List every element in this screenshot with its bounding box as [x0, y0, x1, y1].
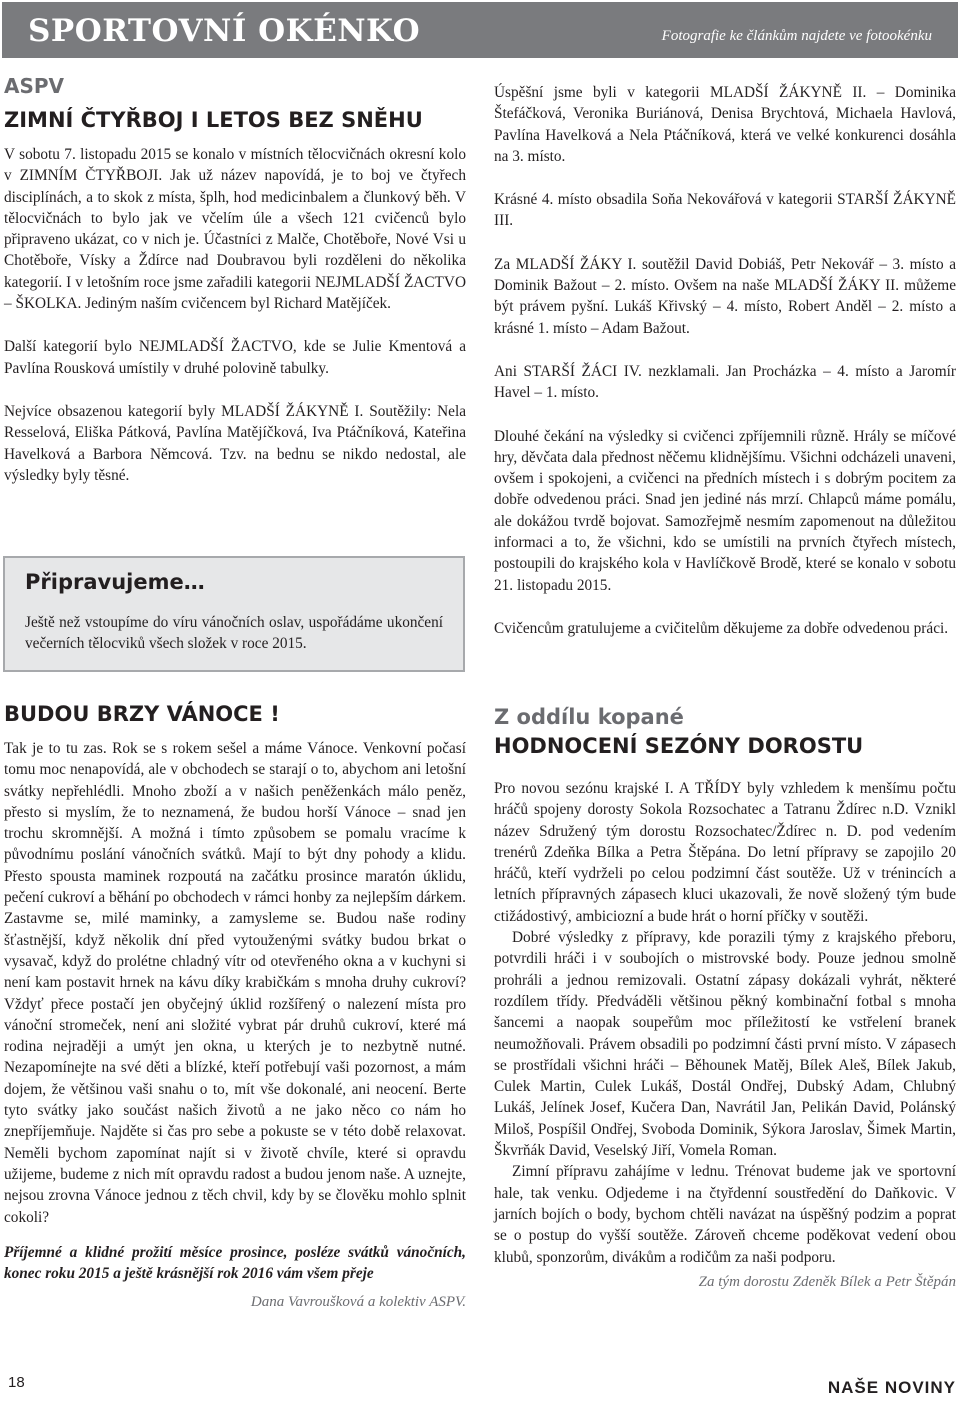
announcement-box [3, 556, 465, 672]
announcement-title: Připravujeme… [25, 570, 205, 594]
announcement-text: Ještě než vstoupíme do víru vánočních oslav, uspořádáme ukončení večerních tělocviků všech složek v roce 2015. [25, 614, 443, 653]
article-signature: Dana Vavroušková a kolektiv ASPV. [250, 1294, 466, 1311]
article-football [494, 702, 956, 1291]
article-paragraph: Další kategorií bylo NEJMLADŠÍ ŽACTVO, kde se Julie Kmentová a Pavlína Rousková umístily v druhé polovině tabulky. [4, 338, 466, 377]
article-christmas [4, 700, 466, 1311]
article-wish: Příjemné a klidné prožití měsíce prosince, posléze svátků vánočních, konec roku 2015 a ještě krásnější rok 2016 vám všem přeje [4, 1243, 466, 1283]
article-paragraph: Ani STARŠÍ ŽÁCI IV. nezklamali. Jan Procházka – 4. místo a Jaromír Havel – 1. místo. [494, 362, 956, 402]
article-paragraph: Nejvíce obsazenou kategorií byly MLADŠÍ ŽÁKYNĚ I. Soutěžily: Nela Resselová, Eliška Pátková, Pavlína Matějíčková, Iva Ptáčníková, Kateřina Havelková a Barbora Němcová. Tzv. na bednu se nikdo nedostal, ale výsledky byly těsné. [4, 402, 466, 484]
article-kicker: ASPV [4, 74, 65, 98]
article-aspv-right [494, 82, 956, 639]
article-paragraph: V sobotu 7. listopadu 2015 se konalo v místních tělocvičnách okresní kolo v ZIMNÍM ČTYŘBOJI. Jak už název napovídá, je to boj ve čtyřech disciplínách, a to skok z místa, šplh, hod medicinbalem a člunkový běh. V tělocvičnách to bylo jak ve včelím úle a všech 121 cvičenců bylo připraveno ukázat, co v nich je. Účastníci z Malče, Chotěboře, Nové Vsi u Chotěboře, Vísky a Ždírce nad Doubravou byli rozděleni do několika kategorií. I v letošním roce jsme zařadili kategorii NEJMLADŠÍ ŽACTVO – ŠKOLKA. Jediným naším cvičencem byl Richard Matějíček. [4, 146, 466, 313]
article-kicker: Z oddílu kopané [494, 705, 684, 729]
page-number: 18 [8, 1374, 25, 1391]
article-paragraph: Cvičencům gratulujeme a cvičitelům děkujeme za dobře odvedenou práci. [494, 619, 949, 637]
article-title: HODNOCENÍ SEZÓNY DOROSTU [494, 734, 864, 758]
article-paragraph: Za MLADŠÍ ŽÁKY I. soutěžil David Dobiáš, Petr Nekovář – 3. místo a Dominik Bažout – 2. místo. Ovšem na naše MLADŠÍ ŽÁKY II. můžeme být právem pyšní. Lukáš Křivský – 4. místo, Robert Anděl – 2. místo a krásné 1. místo – Adam Bažout. [494, 255, 956, 337]
photo-note: Fotografie ke článkům najdete ve fotookénku [661, 28, 932, 44]
article-paragraph: Krásné 4. místo obsadila Soňa Nekovářová v kategorii STARŠÍ ŽÁKYNĚ III. [494, 191, 956, 230]
article-paragraph: Dobré výsledky z přípravy, kde porazili týmy z krajského přeboru, potvrdili hráči i v soubojích o mistrovské body. Pouze jednou smolně prohráli a jednou remizovali. Ostatní zápasy dokázali vyhrát, některé rozdílem třídy. Předváděli většinou pěkný kombinační fotbal s mnoha šancemi a naopak soupeřům moc příležitostí ke vstřelení branek neumožňovali. Právem obsadili po podzimní části první místo. V zápasech se prostřídali všichni hráči – Běhounek Matěj, Bílek Aleš, Bílek Jakub, Culek Martin, Culek Lukáš, Dostál Ondřej, Dubský Adam, Chlubný Lukáš, Jelínek Josef, Kučera Dan, Navrátil Jan, Pelikán David, Polánský Miloš, Pospíšil Ondřej, Svoboda Dominik, Sýkora Jaroslav, Šimek Martin, Škvrňák David, Veselský Jiří, Vomela Roman. [494, 929, 956, 1160]
article-paragraph: Úspěšní jsme byli v kategorii MLADŠÍ ŽÁKYNĚ II. – Dominika Štefáčková, Veronika Buriánová, Denisa Brychtová, Michaela Havlová, Pavlína Havelková a Nela Ptáčníková, která ve velké konkurenci dosáhla na 3. místo. [494, 84, 956, 165]
article-aspv-left [4, 72, 466, 486]
article-paragraph: Pro novou sezónu krajské I. A TŘÍDY byly vzhledem k menšímu počtu hráčů spojeny dorosty Sokola Rozsochatec a Tatranu Ždírec n.D. Vznikl název Sdružený tým dorostu Rozsochatec/Ždírec n. D. pod vedením trenérů Zdeňka Bílka a Petra Štěpána. Do letní přípravy se zapojilo 20 hráčů, kteří vydrželi po celou podzimní část soutěže. Už v trénincích a letních přípravných zápasech kluci ukazovali, že nově složený tým bude ctižádostivý, ambiciozní a bude hrát o horní příčky v soutěži. [494, 780, 956, 925]
newspaper-logo: NAŠE NOVINY [827, 1378, 956, 1397]
article-paragraph: Dlouhé čekání na výsledky si cvičenci zpříjemnili různě. Hrály se míčové hry, děvčata dala přednost něčemu klidnějšímu. Všichni odcházeli unaveni, ovšem i spokojeni, a cvičenci na předních místech i s dobrým pocitem za dobře odvedenou práci. Snad jen jediné nás mrzí. Chlapců máme pomálu, ale dokážou tvrdě bojovat. Samozřejmě nesmím zapomenout na důležitou informaci a to, že všichni, kdo se umístili na prvních čtyřech místech, postoupili do krajského kola v Havlíčkově Brodě, které se konalo v sobotu 21. listopadu 2015. [494, 427, 956, 594]
article-body: Tak je to tu zas. Rok se s rokem sešel a máme Vánoce. Venkovní počasí tomu moc nenapovídá, ale v obchodech se starají o to, abychom ani letošní svátky nepřehlédli. Mnoho zboží a v našich peněženkách málo peněz, přesto si myslím, že to neznamená, že budou horší Vánoce – snad jen trochu skromnější. A možná i tímto způsobem se pomalu vracíme k původnímu poslání vánočních svátků. Mají to být dny pohody a klidu. Přesto spousta maminek rozpoutá na začátku prosince maratón úklidu, pečení cukroví a běhání po obchodech v rámci honby za nejlepším dárkem. Zastavme se, milé maminky, a zamysleme se. Budou naše rodiny šťastnější, když několik dní před vytouženými svátky budou brkat o vysavač, když do prolétne chladný vítr od otevřeného okna a v kuchyni si není kam postavit hrnek na kávu díky krabičkám s mnoha druhy cukroví? Vždyť přece postačí jen obyčejný úklid rozšířený o nalezení místa pro vánoční stromeček, není ani složité vybrat pár druhů cukroví, které má rodina nejraději a umýt jen okna, u kterých je to nezbytně nutné. Nezapomínejte na své děti a blízké, kteří potřebují vaši pozornost, a mám dojem, že většinou vaši snahu o to, mít vše dokonalé, ani neocení. Berte tyto svátky jako součást našich životů a ne jako něco co nám ho znepříjemňuje. Najděte si čas pro sebe a pokuste se v této době relaxovat. Neměli bychom zapomínat najít si v životě chvíle, které si opravdu užijeme, budeme z nich mít opravdu radost a budou jenom naše. A uznejte, nejsou zrovna Vánoce jednou z těch chvil, kdy by se člověku mohlo splnit cokoli? [4, 740, 466, 1226]
article-paragraph: Zimní přípravu zahájíme v lednu. Trénovat budeme jak ve sportovní hale, tak venku. Odjedeme i na čtyřdenní soustředění do Daňkovic. V jarních bojích o body, bychom chtěli navázat na úspěšný podzim a poprat se o postup do vyšší soutěže. Zároveň chceme poděkovat vedení obou klubů, sponzorům, divákům a rodičům za naši podporu. [494, 1163, 956, 1266]
section-title: SPORTOVNÍ OKÉNKO [28, 13, 421, 49]
article-title: BUDOU BRZY VÁNOCE ! [4, 702, 280, 726]
section-banner [2, 2, 958, 58]
article-title: ZIMNÍ ČTYŘBOJ I LETOS BEZ SNĚHU [4, 108, 423, 132]
article-signature: Za tým dorostu Zdeněk Bílek a Petr Štěpán [698, 1273, 956, 1290]
